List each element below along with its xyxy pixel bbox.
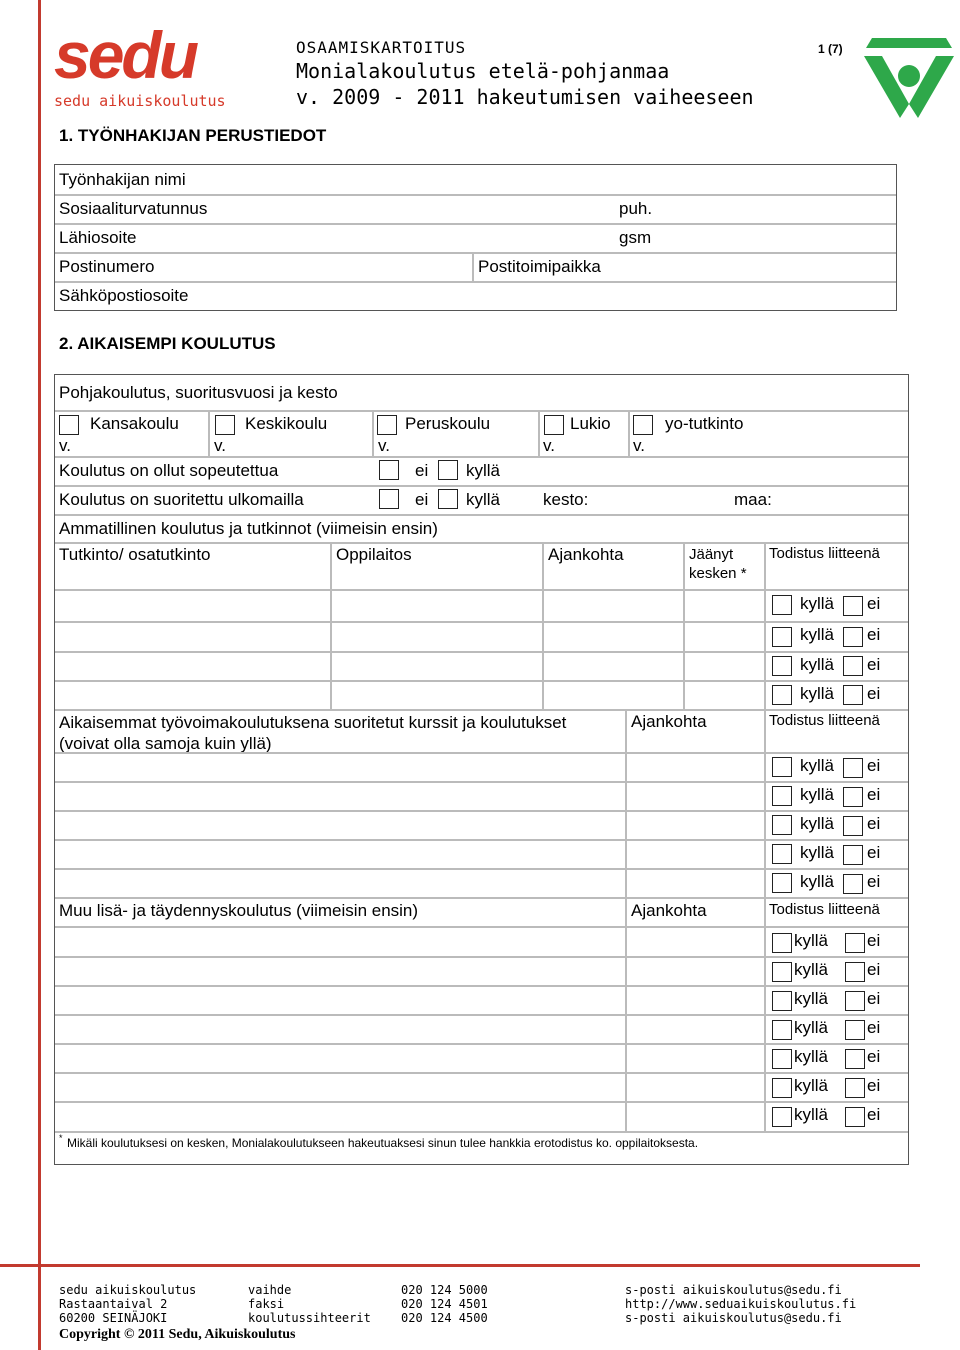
yes-label: kyllä [794, 1076, 829, 1095]
yes-label: kyllä [794, 1018, 829, 1037]
other-cert-no-checkbox[interactable] [845, 1107, 865, 1127]
no-label: ei [415, 461, 429, 480]
no-label: ei [867, 1047, 881, 1066]
section1-title: 1. TYÖNHAKIJAN PERUSTIEDOT [59, 126, 327, 145]
vocational-cert-yes-checkbox[interactable] [772, 595, 792, 615]
other-cert-yes-checkbox[interactable] [772, 1107, 792, 1127]
col-divider [372, 411, 374, 456]
adapted-no-checkbox[interactable] [379, 460, 399, 480]
footer-label-fax: faksi [248, 1297, 285, 1311]
row-divider [55, 485, 908, 487]
applicant-name-field[interactable]: Työnhakijan nimi [59, 170, 186, 189]
footer-number-switchboard: 020 124 5000 [401, 1283, 488, 1297]
row-divider [55, 868, 908, 870]
col-dropped-header: Jäänyt kesken * [689, 546, 747, 582]
yes-label: kyllä [794, 1105, 829, 1124]
other-certificate-header: Todistus liitteenä [769, 901, 880, 918]
sedu-logo [54, 18, 244, 110]
row-divider [55, 897, 908, 899]
labour-time-header: Ajankohta [631, 712, 707, 731]
lukio-label: Lukio [570, 414, 611, 433]
yo-tutkinto-checkbox[interactable] [633, 415, 653, 435]
year-label: v. [214, 436, 226, 455]
page-number: 1 (7) [818, 42, 843, 56]
row-divider [55, 709, 908, 711]
no-label: ei [867, 756, 881, 775]
yes-label: kyllä [794, 989, 829, 1008]
abroad-no-checkbox[interactable] [379, 489, 399, 509]
other-cert-yes-checkbox[interactable] [772, 1020, 792, 1040]
peruskoulu-label: Peruskoulu [405, 414, 491, 433]
keskikoulu-checkbox[interactable] [215, 415, 235, 435]
postal-code-field[interactable]: Postinumero [59, 257, 155, 276]
no-label: ei [867, 960, 881, 979]
row-divider [55, 1043, 908, 1045]
other-cert-yes-checkbox[interactable] [772, 933, 792, 953]
col-time-header: Ajankohta [548, 545, 624, 564]
footer-street: Rastaantaival 2 [59, 1297, 168, 1311]
col-divider [208, 411, 210, 456]
vocational-cert-no-checkbox[interactable] [843, 596, 863, 616]
row-divider [55, 985, 908, 987]
labour-cert-yes-checkbox[interactable] [772, 873, 792, 893]
col-divider [683, 543, 685, 709]
vocational-cert-no-checkbox[interactable] [843, 685, 863, 705]
left-border-rule [38, 0, 41, 1350]
row-divider [55, 1072, 908, 1074]
email-field[interactable]: Sähköpostiosoite [59, 286, 189, 305]
lukio-checkbox[interactable] [544, 415, 564, 435]
footer-website-link[interactable]: http://www.seduaikuiskoulutus.fi [625, 1297, 857, 1311]
footnote-text: Mikäli koulutuksesi on kesken, Monialakoulutukseen hakeutuaksesi sinun tulee hankkia erotodistus ko. oppilaitoksesta. [67, 1136, 699, 1150]
abroad-yes-checkbox[interactable] [438, 489, 458, 509]
other-cert-yes-checkbox[interactable] [772, 1078, 792, 1098]
col-school-header: Oppilaitos [336, 545, 412, 564]
adapted-label: Koulutus on ollut sopeutettua [59, 461, 279, 480]
footer-city: 60200 SEINÄJOKI [59, 1311, 168, 1325]
row-divider [55, 781, 908, 783]
section2-title: 2. AIKAISEMPI KOULUTUS [59, 334, 276, 353]
labour-certificate-header: Todistus liitteenä [769, 712, 880, 729]
yes-label: kyllä [800, 684, 835, 703]
yes-label: kyllä [466, 490, 501, 509]
col-degree-header: Tutkinto/ osatutkinto [59, 545, 211, 564]
yes-label: kyllä [800, 843, 835, 862]
duration-field[interactable]: kesto: [543, 490, 589, 509]
address-field[interactable]: Lähiosoite [59, 228, 137, 247]
vocational-cert-no-checkbox[interactable] [843, 627, 863, 647]
yes-label: kyllä [794, 960, 829, 979]
footer-number-fax: 020 124 4501 [401, 1297, 488, 1311]
yes-label: kyllä [800, 814, 835, 833]
labour-cert-yes-checkbox[interactable] [772, 786, 792, 806]
other-cert-no-checkbox[interactable] [845, 1020, 865, 1040]
post-office-field[interactable]: Postitoimipaikka [478, 257, 601, 276]
year-label: v. [543, 436, 555, 455]
yes-label: kyllä [800, 594, 835, 613]
footer-contacts [625, 1283, 856, 1325]
logo-subtitle: sedu aikuiskoulutus [54, 92, 226, 110]
row-divider [55, 514, 908, 516]
labour-cert-no-checkbox[interactable] [843, 845, 863, 865]
row-divider [55, 651, 908, 653]
col-divider [542, 543, 544, 709]
kansakoulu-checkbox[interactable] [59, 415, 79, 435]
other-cert-yes-checkbox[interactable] [772, 1049, 792, 1069]
row-divider [55, 410, 908, 412]
yo-tutkinto-label: yo-tutkinto [665, 414, 744, 433]
vocational-cert-yes-checkbox[interactable] [772, 685, 792, 705]
ssn-field[interactable]: Sosiaaliturvatunnus [59, 199, 208, 218]
phone-field[interactable]: puh. [619, 199, 653, 218]
row-divider [55, 1101, 908, 1103]
labour-cert-no-checkbox[interactable] [843, 758, 863, 778]
row-divider [55, 956, 908, 958]
no-label: ei [415, 490, 429, 509]
other-cert-yes-checkbox[interactable] [772, 962, 792, 982]
row-divider [55, 194, 896, 196]
footer-rule [0, 1264, 920, 1267]
row-divider [55, 752, 908, 754]
other-time-header: Ajankohta [631, 901, 707, 920]
doc-title: OSAAMISKARTOITUS [296, 38, 467, 57]
kansakoulu-label: Kansakoulu [90, 414, 179, 433]
labour-cert-yes-checkbox[interactable] [772, 844, 792, 864]
gsm-field[interactable]: gsm [619, 228, 652, 247]
keskikoulu-label: Keskikoulu [245, 414, 328, 433]
abroad-label: Koulutus on suoritettu ulkomailla [59, 490, 304, 509]
logo-wordmark: sedu [54, 18, 197, 92]
country-field[interactable]: maa: [734, 490, 772, 509]
row-divider [55, 1131, 908, 1133]
no-label: ei [867, 989, 881, 1008]
row-divider [55, 589, 908, 591]
row-divider [55, 621, 908, 623]
no-label: ei [867, 931, 881, 950]
yes-label: kyllä [800, 785, 835, 804]
row-divider [55, 839, 908, 841]
year-label: v. [59, 436, 71, 455]
vocational-cert-no-checkbox[interactable] [843, 656, 863, 676]
yes-label: kyllä [800, 655, 835, 674]
col-divider [764, 543, 766, 709]
no-label: ei [867, 684, 881, 703]
footer-email-link[interactable]: s-posti aikuiskoulutus@sedu.fi [625, 1283, 842, 1297]
labour-cert-no-checkbox[interactable] [843, 874, 863, 894]
footer-labels [248, 1283, 371, 1325]
yes-label: kyllä [794, 1047, 829, 1066]
copyright-notice: Copyright © 2011 Sedu, Aikuiskoulutus [59, 1327, 296, 1342]
other-cert-no-checkbox[interactable] [845, 991, 865, 1011]
row-divider [55, 542, 908, 544]
row-divider [55, 680, 908, 682]
emblem-logo-icon [862, 34, 956, 120]
col-divider [628, 411, 630, 456]
document-title-block [296, 38, 754, 109]
row-divider [55, 252, 896, 254]
yes-label: kyllä [800, 625, 835, 644]
footer-email-link-2[interactable]: s-posti aikuiskoulutus@sedu.fi [625, 1311, 842, 1325]
labour-cert-no-checkbox[interactable] [843, 787, 863, 807]
footer-label-switchboard: vaihde [248, 1283, 292, 1297]
basic-education-header: Pohjakoulutus, suoritusvuosi ja kesto [59, 383, 338, 402]
doc-period: v. 2009 - 2011 hakeutumisen vaiheeseen [296, 85, 754, 109]
year-label: v. [378, 436, 390, 455]
other-cert-no-checkbox[interactable] [845, 1078, 865, 1098]
other-cert-yes-checkbox[interactable] [772, 991, 792, 1011]
other-training-header: Muu lisä- ja täydennyskoulutus (viimeisin ensin) [59, 901, 419, 920]
labour-cert-no-checkbox[interactable] [843, 816, 863, 836]
labour-cert-yes-checkbox[interactable] [772, 757, 792, 777]
footer-number-secretaries: 020 124 4500 [401, 1311, 488, 1325]
col-divider [538, 411, 540, 456]
vocational-header: Ammatillinen koulutus ja tutkinnot (viimeisin ensin) [59, 519, 438, 538]
vocational-cert-yes-checkbox[interactable] [772, 656, 792, 676]
no-label: ei [867, 594, 881, 613]
footer-label-secretaries: koulutussihteerit [248, 1311, 371, 1325]
no-label: ei [867, 1105, 881, 1124]
other-cert-no-checkbox[interactable] [845, 933, 865, 953]
footer-numbers [401, 1283, 488, 1325]
no-label: ei [867, 1018, 881, 1037]
doc-subtitle: Monialakoulutus etelä-pohjanmaa [296, 59, 670, 83]
yes-label: kyllä [800, 756, 835, 775]
no-label: ei [867, 655, 881, 674]
col-divider [330, 543, 332, 709]
row-divider [55, 223, 896, 225]
year-label: v. [633, 436, 645, 455]
no-label: ei [867, 814, 881, 833]
no-label: ei [867, 625, 881, 644]
adapted-yes-checkbox[interactable] [438, 460, 458, 480]
footer-org-name: sedu aikuiskoulutus [59, 1283, 197, 1297]
row-divider [55, 926, 908, 928]
no-label: ei [867, 1076, 881, 1095]
other-cert-no-checkbox[interactable] [845, 1049, 865, 1069]
col-divider [472, 253, 474, 281]
footer-org [59, 1283, 196, 1325]
row-divider [55, 456, 908, 458]
yes-label: kyllä [794, 931, 829, 950]
labour-cert-yes-checkbox[interactable] [772, 815, 792, 835]
peruskoulu-checkbox[interactable] [377, 415, 397, 435]
col-certificate-header: Todistus liitteenä [769, 545, 880, 562]
row-divider [55, 1014, 908, 1016]
no-label: ei [867, 872, 881, 891]
yes-label: kyllä [466, 461, 501, 480]
no-label: ei [867, 785, 881, 804]
labour-training-header: Aikaisemmat työvoimakoulutuksena suoritetut kurssit ja koulutukset (voivat olla samoja kuin yllä) [59, 713, 567, 753]
yes-label: kyllä [800, 872, 835, 891]
row-divider [55, 810, 908, 812]
row-divider [55, 281, 896, 283]
other-cert-no-checkbox[interactable] [845, 962, 865, 982]
vocational-cert-yes-checkbox[interactable] [772, 627, 792, 647]
no-label: ei [867, 843, 881, 862]
footnote-mark: * [59, 1133, 63, 1143]
